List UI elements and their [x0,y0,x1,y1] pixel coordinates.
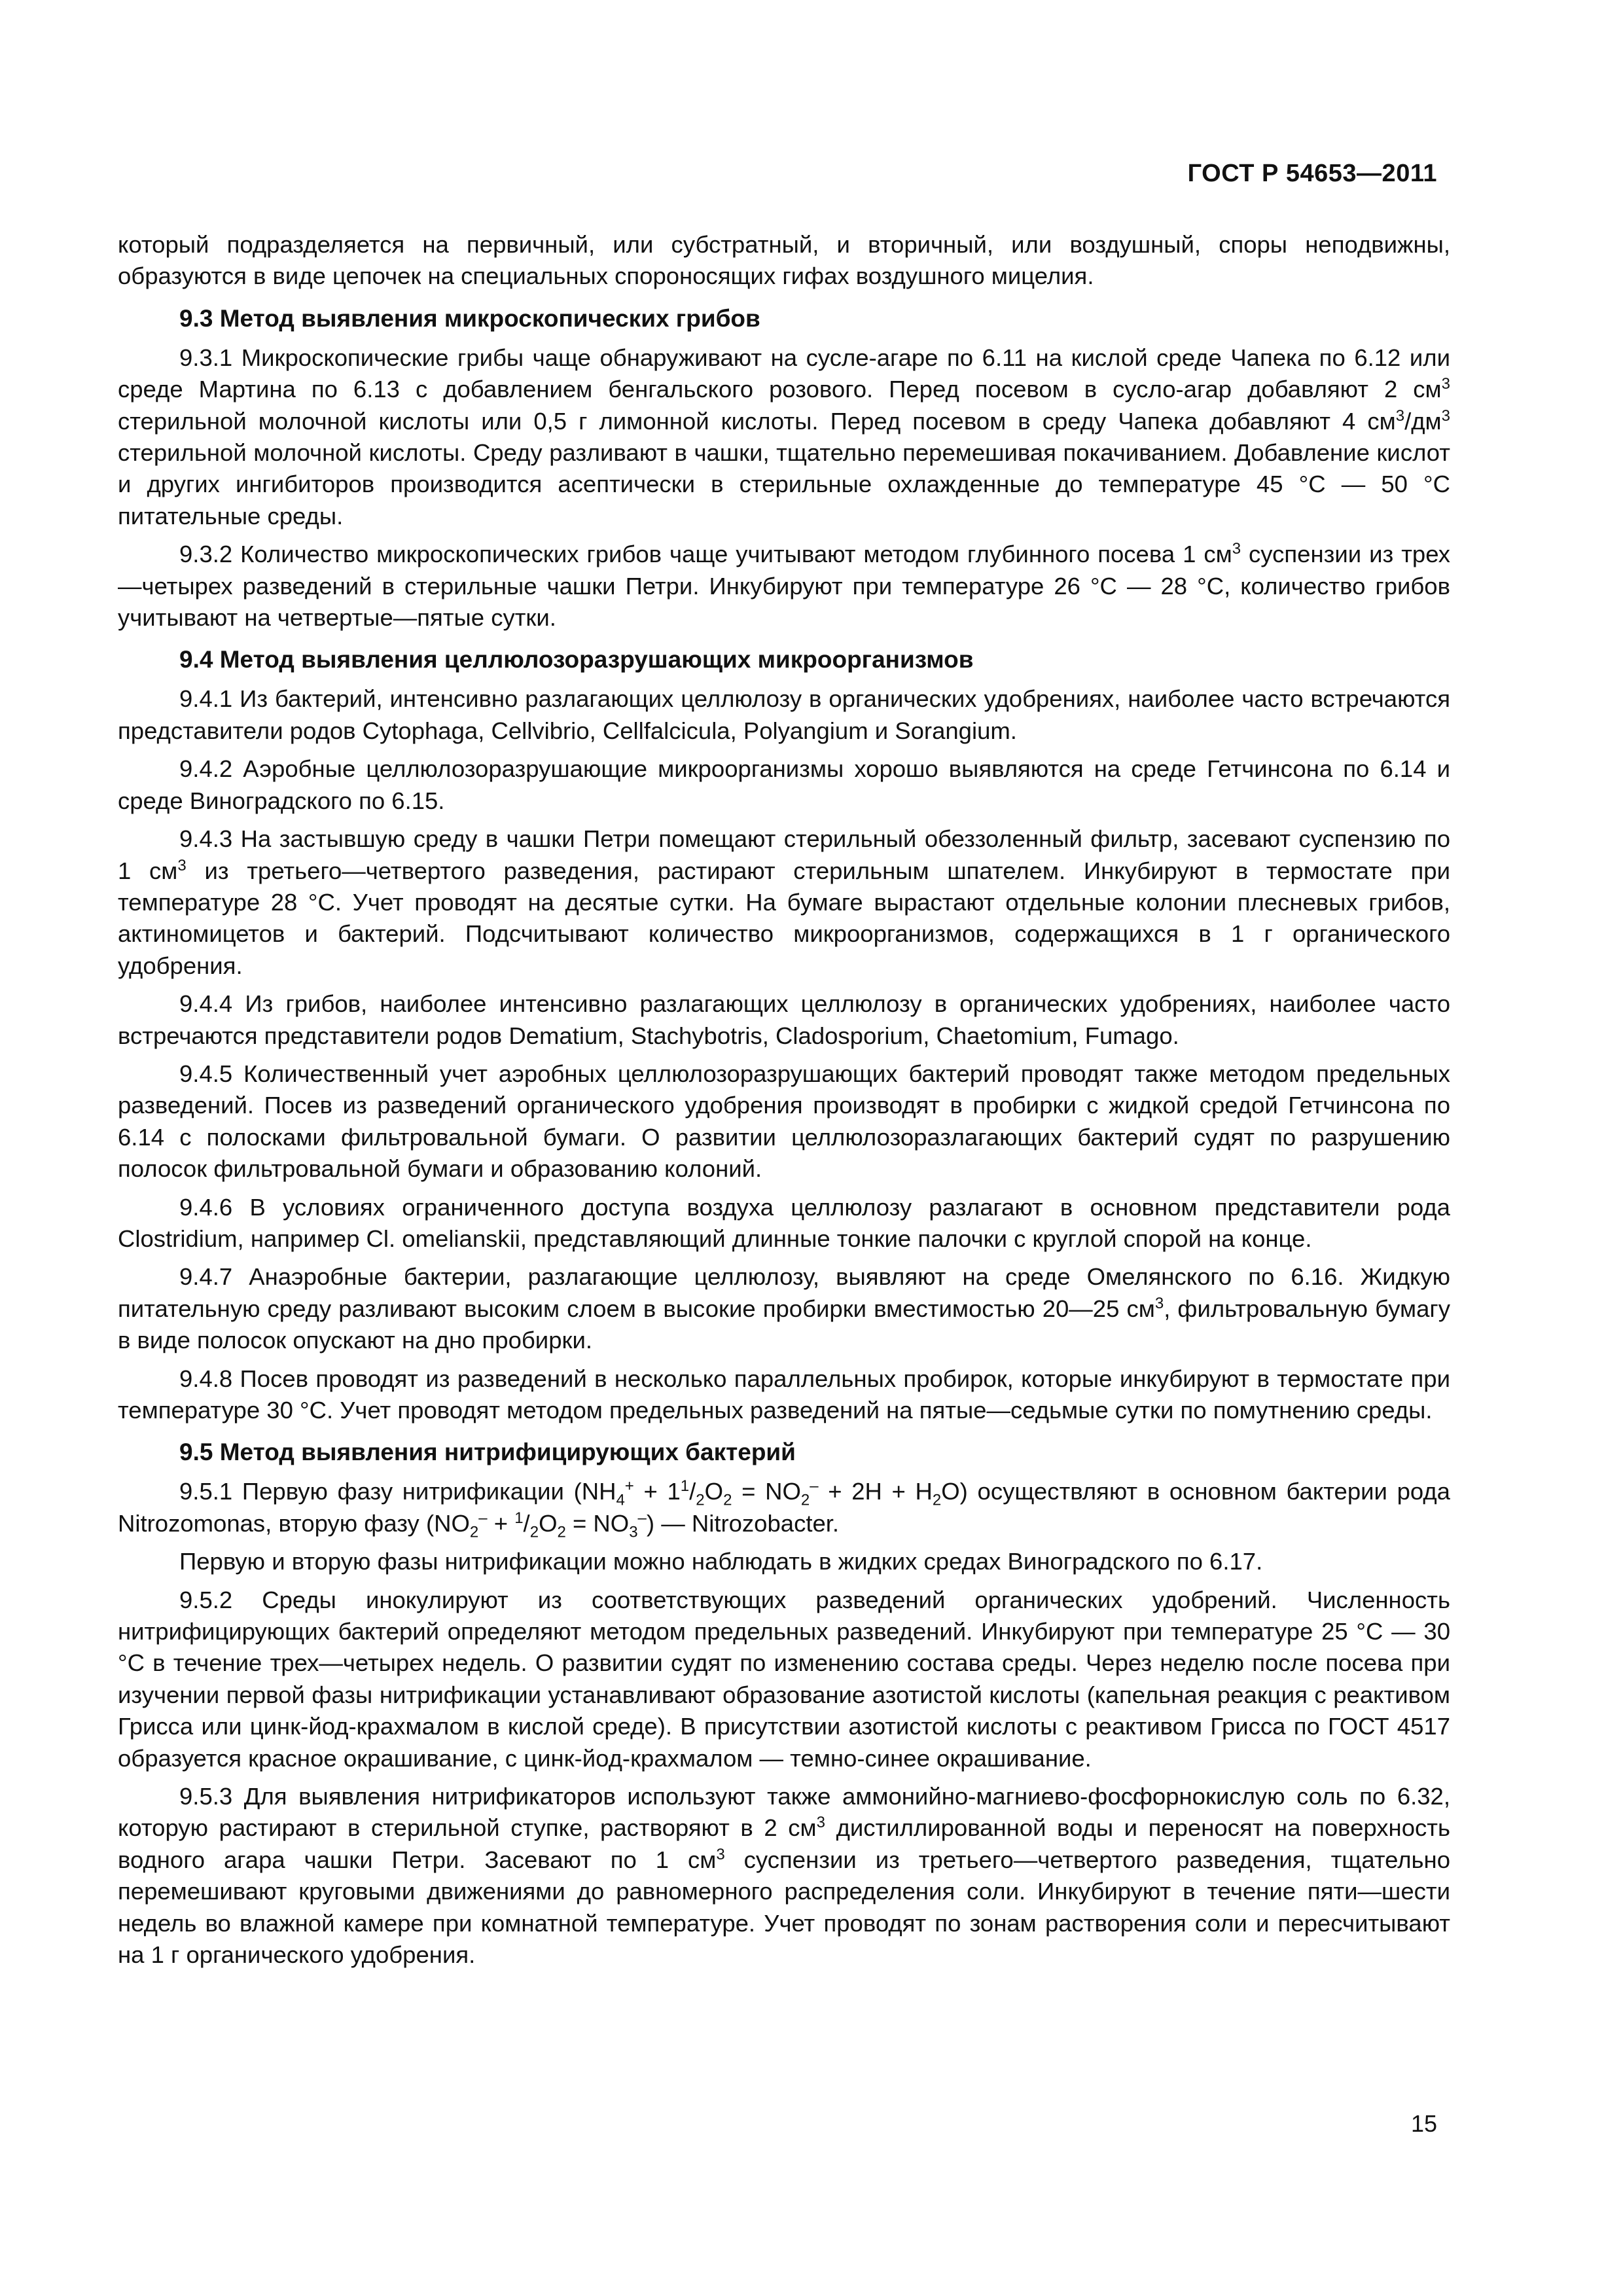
paragraph-9-5-1 [118,1476,1450,1539]
paragraph-9-3-1: 9.3.1 Микроскопические грибы чаще обнаруживают на сусле-агаре по 6.11 на кислой среде Чапека по 6.12 или среде Мартина по 6.13 с добавлением бенгальского розового. Перед посевом в сусло-агар добавляют 2 $см^3$ стерильной молочной кислоты или 0,5 г лимонной кислоты. Перед посевом в среду Чапека добавляют 4 $см^3/дм^3$ стерильной молочной кислоты. Среду разливают в чашки, тщательно перемешивая покачиванием. Добавление кислот и других ингибиторов производится асептически в стерильные охлажденные до температуре 45 °С — 50 °С питательные среды. [118,344,1450,529]
section-heading-9-3: 9.3 Метод выявления микроскопических грибов [179,304,760,332]
paragraph-9-4-4: 9.4.4 Из грибов, наиболее интенсивно разлагающих целлюлозу в органических удобрениях, наиболее часто встречаются представители родов Dematium, Stachybotris, Cladosporium, Chaetomium, Fumago. [118,990,1450,1049]
section-heading-9-5: 9.5 Метод выявления нитрифицирующих бактерий [179,1439,796,1466]
paragraph-9-4-7: 9.4.7 Анаэробные бактерии, разлагающие целлюлозу, выявляют на среде Омелянского по 6.16. Жидкую питательную среду разливают высоким слоем в высокие пробирки вместимостью 20—25 $см^3$, фильтровальную бумагу в виде полосок опускают на дно пробирки. [118,1263,1450,1354]
paragraph-9-5-2: 9.5.2 Среды инокулируют из соответствующих разведений органических удобрений. Численность нитрифицирующих бактерий определяют методом предельных разведений. Инкубируют при температуре 25 °С — 30 °С в течение трех—четырех недель. О развитии судят по изменению состава среды. Через неделю после посева при изучении первой фазы нитрификации устанавливают образование азотистой кислоты (капельная реакция с реактивом Грисса или цинк-йод-крахмалом в кислой среде). В присутствии азотистой кислоты с реактивом Грисса по ГОСТ 4517 образуется красное окрашивание, с цинк-йод-крахмалом — темно-синее окрашивание. [118,1586,1450,1772]
page-number: 15 [1410,2110,1437,2137]
paragraph-9-3-2: 9.3.2 Количество микроскопических грибов чаще учитывают методом глубинного посева 1 $см^3$ суспензии из трех—четырех разведений в стерильные чашки Петри. Инкубируют при температуре 26 °С — 28 °С, количество грибов учитывают на четвертые—пятые сутки. [118,540,1450,632]
paragraph-9-5-1-lead: 9.5.1 Первую фазу нитрификации [179,1478,564,1505]
paragraph-9-5-1-end: — Nitrozobacter. [661,1509,840,1537]
paragraph-9-4-5: 9.4.5 Количественный учет аэробных целлюлозоразрушающих бактерий проводят также методом предельных разведений. Посев из разведений органического удобрения производят в пробирки с жидкой средой Гетчинсона по 6.14 с полосками фильтровальной бумаги. О развитии целлюлозоразлагающих бактерий судят по разрушению полосок фильтровальной бумаги и образованию колоний. [118,1060,1450,1183]
paragraph-9-4-3: 9.4.3 На застывшую среду в чашки Петри помещают стерильный обеззоленный фильтр, засевают суспензию по 1 $см^3$ из третьего—четвертого разведения, растирают стерильным шпателем. Инкубируют в термостате при температуре 28 °С. Учет проводят на десятые сутки. На бумаге вырастают отдельные колонии плесневых грибов, актиномицетов и бактерий. Подсчитывают количество микроорганизмов, содержащихся в 1 г органического удобрения. [118,825,1450,979]
paragraph-9-4-8: 9.4.8 Посев проводят из разведений в несколько параллельных пробирок, которые инкубируют в термостате при температуре 30 °С. Учет проводят методом предельных разведений на пятые—седьмые сутки по помутнению среды. [118,1365,1450,1424]
document-header: ГОСТ Р 54653—2011 [1187,160,1437,187]
paragraph-9-5-3: 9.5.3 Для выявления нитрификаторов используют также аммонийно-магниево-фосфорнокислую соль по 6.32, которую растирают в стерильной ступке, растворяют в 2 $см^3$ дистиллированной воды и переносят на поверхность водного агара чашки Петри. Засевают по 1 $см^3$ суспензии из третьего—четвертого разведения, тщательно перемешивают круговыми движениями до равномерного распределения соли. Инкубируют в течение пяти—шести недель во влажной камере при комнатной температуре. Учет проводят по зонам растворения соли и пересчитывают на 1 г органического удобрения. [118,1783,1451,1969]
formula-nitrification-2: $(NO_2^- + ^1/_2O_2 = NO_3^-)$ [425,1509,655,1541]
formula-nitrification-1: $(NH_4^+ + 1^1/_2O_2 = NO_2^- + 2H + H_2O)$ [573,1477,968,1509]
paragraph-9-4-6: 9.4.6 В условиях ограниченного доступа воздуха целлюлозу разлагают в основном представители рода Clostridium, например Cl. omelianskii, представляющий длинные тонкие палочки с круглой спорой на конце. [118,1193,1450,1252]
paragraph-9-5-1-b: Первую и вторую фазы нитрификации можно наблюдать в жидких средах Виноградского по 6.17. [179,1548,1263,1575]
paragraph-9-4-2: 9.4.2 Аэробные целлюлозоразрушающие микроорганизмы хорошо выявляются на среде Гетчинсона по 6.14 и среде Виноградского по 6.15. [118,755,1450,814]
document-body [118,229,1450,1971]
paragraph-9-5-1-tail: осуществляют в основном бактерии рода Nitrozomonas, вторую фазу [118,1478,1450,1537]
section-heading-9-4: 9.4 Метод выявления целлюлозоразрушающих микроорганизмов [179,646,974,673]
paragraph-intro: который подразделяется на первичный, или субстратный, и вторичный, или воздушный, споры неподвижны, образуются в виде цепочек на специальных спороносящих гифах воздушного мицелия. [118,231,1450,290]
paragraph-9-4-1: 9.4.1 Из бактерий, интенсивно разлагающих целлюлозу в органических удобрениях, наиболее часто встречаются представители родов Cytophaga, Cellvibrio, Cellfalcicula, Polyangium и Sorangium. [118,685,1450,744]
